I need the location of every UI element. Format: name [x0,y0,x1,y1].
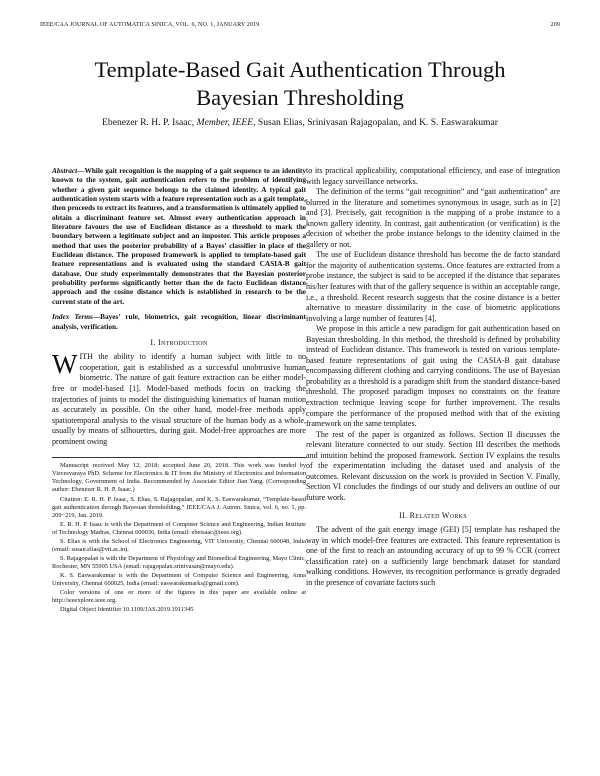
index-terms-label: Index Terms [52,312,93,322]
left-column [52,166,306,615]
section-2-numeral: II. [399,510,410,520]
footnote-author-2: S. Elias is with the School of Electronics Engineering, VIT University, Chennai 600048, India (email: susan.elias@vit.ac.in). [52,537,306,553]
paragraph-proposal: We propose in this article a new paradigm for gait authentication based on Bayesian thresholding. In this method, the threshold is defined by probability instead of Euclidean distance. This framework is tested on various template-based feature representations of gait using the CASIA-B gait database encompassing different clothing and carrying conditions. The use of Bayesian probability as a threshold is a paradigm shift from the standard distance-based threshold. The proposed paradigm imposes no constraints on the feature extraction technique leaving scope for further improvement. The results compare the performance of the proposed method with that of the existing framework on the same templates. [306,324,560,429]
paragraph-organization: The rest of the paper is organized as follows. Section II discusses the relevant literature connected to our study. Section III describes the methods and intuition behind the proposed framework. Section IV explains the results of the experimentation including the dataset used and analysis of the outcomes. Relevant discussion on the work is provided in Section V. Finally, Section VI concludes the findings of our study and delivers an outline of our future work. [306,429,560,502]
author-list [40,117,560,128]
intro-paragraph-text: ITH the ability to identify a human subject with little to no cooperation, gait is established as a successful unobtrusive human biometric. The nature of gait feature extraction can be either model-free or model-based [1]. Model-based methods focus on tracking the trajectories of joints to model the distinguishing kinematics of human motion as accurately as possible. On the other hand, model-free methods apply spatiotemporal analysis to the visual structure of the human body as a whole, usually by means of silhouettes, during gait. Model-free approaches are more prominent owing [52,352,306,446]
footnote-manuscript: Manuscript received May 12, 2018; accepted June 20, 2018. This work was funded by Visvesvaraya PhD. Scheme for Electronics & IT from the Ministry of Electronics and Information Technology, Government of India. Recommended by Associate Editor Jian Yang. (Corresponding author: Ebenezer R. H. P. Isaac.) [52,462,306,494]
index-terms-text: —Bayes’ rule, biometrics, gait recognition, linear discriminant analysis, verification. [52,312,306,331]
paragraph-definitions: The definition of the terms “gait recognition” and “gait authentication” are blurred in the literature and sometimes synonymous in usage, such as in [2] and [3]. Precisely, gait recognition is the mapping of a probe instance to a known gallery identity. In contrast, gait authentication (or verification) is the decision of whether the probe instance belongs to the identity claimed in the gallery or not. [306,187,560,249]
title-line-1: Template-Based Gait Authentication Through [94,57,506,82]
index-terms [52,312,306,331]
section-heading-related-works [306,511,560,522]
paragraph-euclidean: The use of Euclidean distance threshold has become the de facto standard for the majority of authentication systems. Once features are extracted from a probe instance, the subject is said to be accepted if the distance that separates his/her features with that of the gallery sequence is within an acceptable range, i.e., a threshold. Recent research suggests that the cosine distance is a better alternative to measure dissimilarity in the case of biometric applications involving a large number of features [4]. [306,250,560,323]
section-2-title: Related Works [409,510,467,520]
intro-paragraph [52,349,306,447]
abstract-text: —While gait recognition is the mapping of a gait sequence to an identity known to the system, gait authentication refers to the problem of identifying whether a given gait sequence belongs to the claimed identity. A typical gait authentication system starts with a feature representation such as a gait template, then proceeds to extract its features, and a transformation is ultimately applied to obtain a discriminant feature set. Almost every authentication approach in literature favours the use of Euclidean distance as a threshold to mark the boundary between a legitimate subject and an impostor. This article proposes a method that uses the posterior probability of a Bayes’ classifier in place of the Euclidean distance. The proposed framework is applied to template-based gait feature representations and is evaluated using the standard CASIA-B gait database. Our study experimentally demonstrates that the Bayesian posterior probability performs significantly better than the de facto Euclidean distance approach and the cosine distance which is established in research to be the current state of the art. [52,166,306,306]
abstract [52,166,306,306]
author-first-membership: Member, IEEE [196,117,254,128]
section-1-title: Introduction [157,337,208,347]
footnotes [52,457,306,614]
author-rest: , Susan Elias, Srinivasan Rajagopalan, and K. S. Easwarakumar [253,117,498,128]
footnote-author-4: K. S. Easwarakumar is with the Department of Computer Science and Engineering, Anna University, Chennai 600025, India (email: easwarakumarks@gmail.com). [52,571,306,587]
footnote-color: Color versions of one or more of the figures in this paper are available online at http://ieeexplore.ieee.org. [52,589,306,605]
abstract-label: Abstract [52,166,78,175]
section-1-numeral: I. [150,337,158,347]
running-header [40,22,560,32]
author-first: Ebenezer R. H. P. Isaac, [102,117,195,128]
paragraph-gei: The advent of the gait energy image (GEI) [5] template has reshaped the way in which model-free features are extracted. This feature representation is one of the first to reach an astounding accuracy of up to 99 % CCR (correct classification rate) on a sufficiently large benchmark dataset for standard walking conditions. However, its recognition performance is greatly degraded in the presence of covariate factors such [306,525,560,587]
right-column [306,166,560,588]
page-number: 209 [550,22,560,28]
section-heading-introduction [52,338,306,349]
paper-title [40,56,560,112]
journal-header: IEEE/CAA JOURNAL OF AUTOMATICA SINICA, VOL. 6, NO. 1, JANUARY 2019 [40,22,260,28]
footnote-author-3: S. Rajagopalan is with the Department of Physiology and Biomedical Engineering, Mayo Clinic, Rochester, MN 55905 USA (email: rajagopalan.srinivasan@mayo.edu). [52,554,306,570]
intro-continuation: to its practical applicability, computational efficiency, and ease of integration with legacy surveillance networks. [306,166,560,186]
drop-cap: W [52,349,78,380]
footnote-citation: Citation: E. R. H. P. Isaac, S. Elias, S. Rajagopalan, and K. S. Easwarakumar, “Template-based gait authentication through Bayesian thresholding,” IEEE/CAA J. Autom. Sinica, vol. 6, no. 1, pp. 209−219, Jan. 2019. [52,495,306,519]
footnote-doi: Digital Object Identifier 10.1109/JAS.2019.1911345 [60,606,194,614]
title-line-2: Bayesian Thresholding [196,85,404,110]
footnote-author-1: E. R. H. P. Isaac is with the Department of Computer Science and Engineering, Indian Institute of Technology Madras, Chennai 600036, India (email: ebeisaac@ieee.org). [52,520,306,536]
